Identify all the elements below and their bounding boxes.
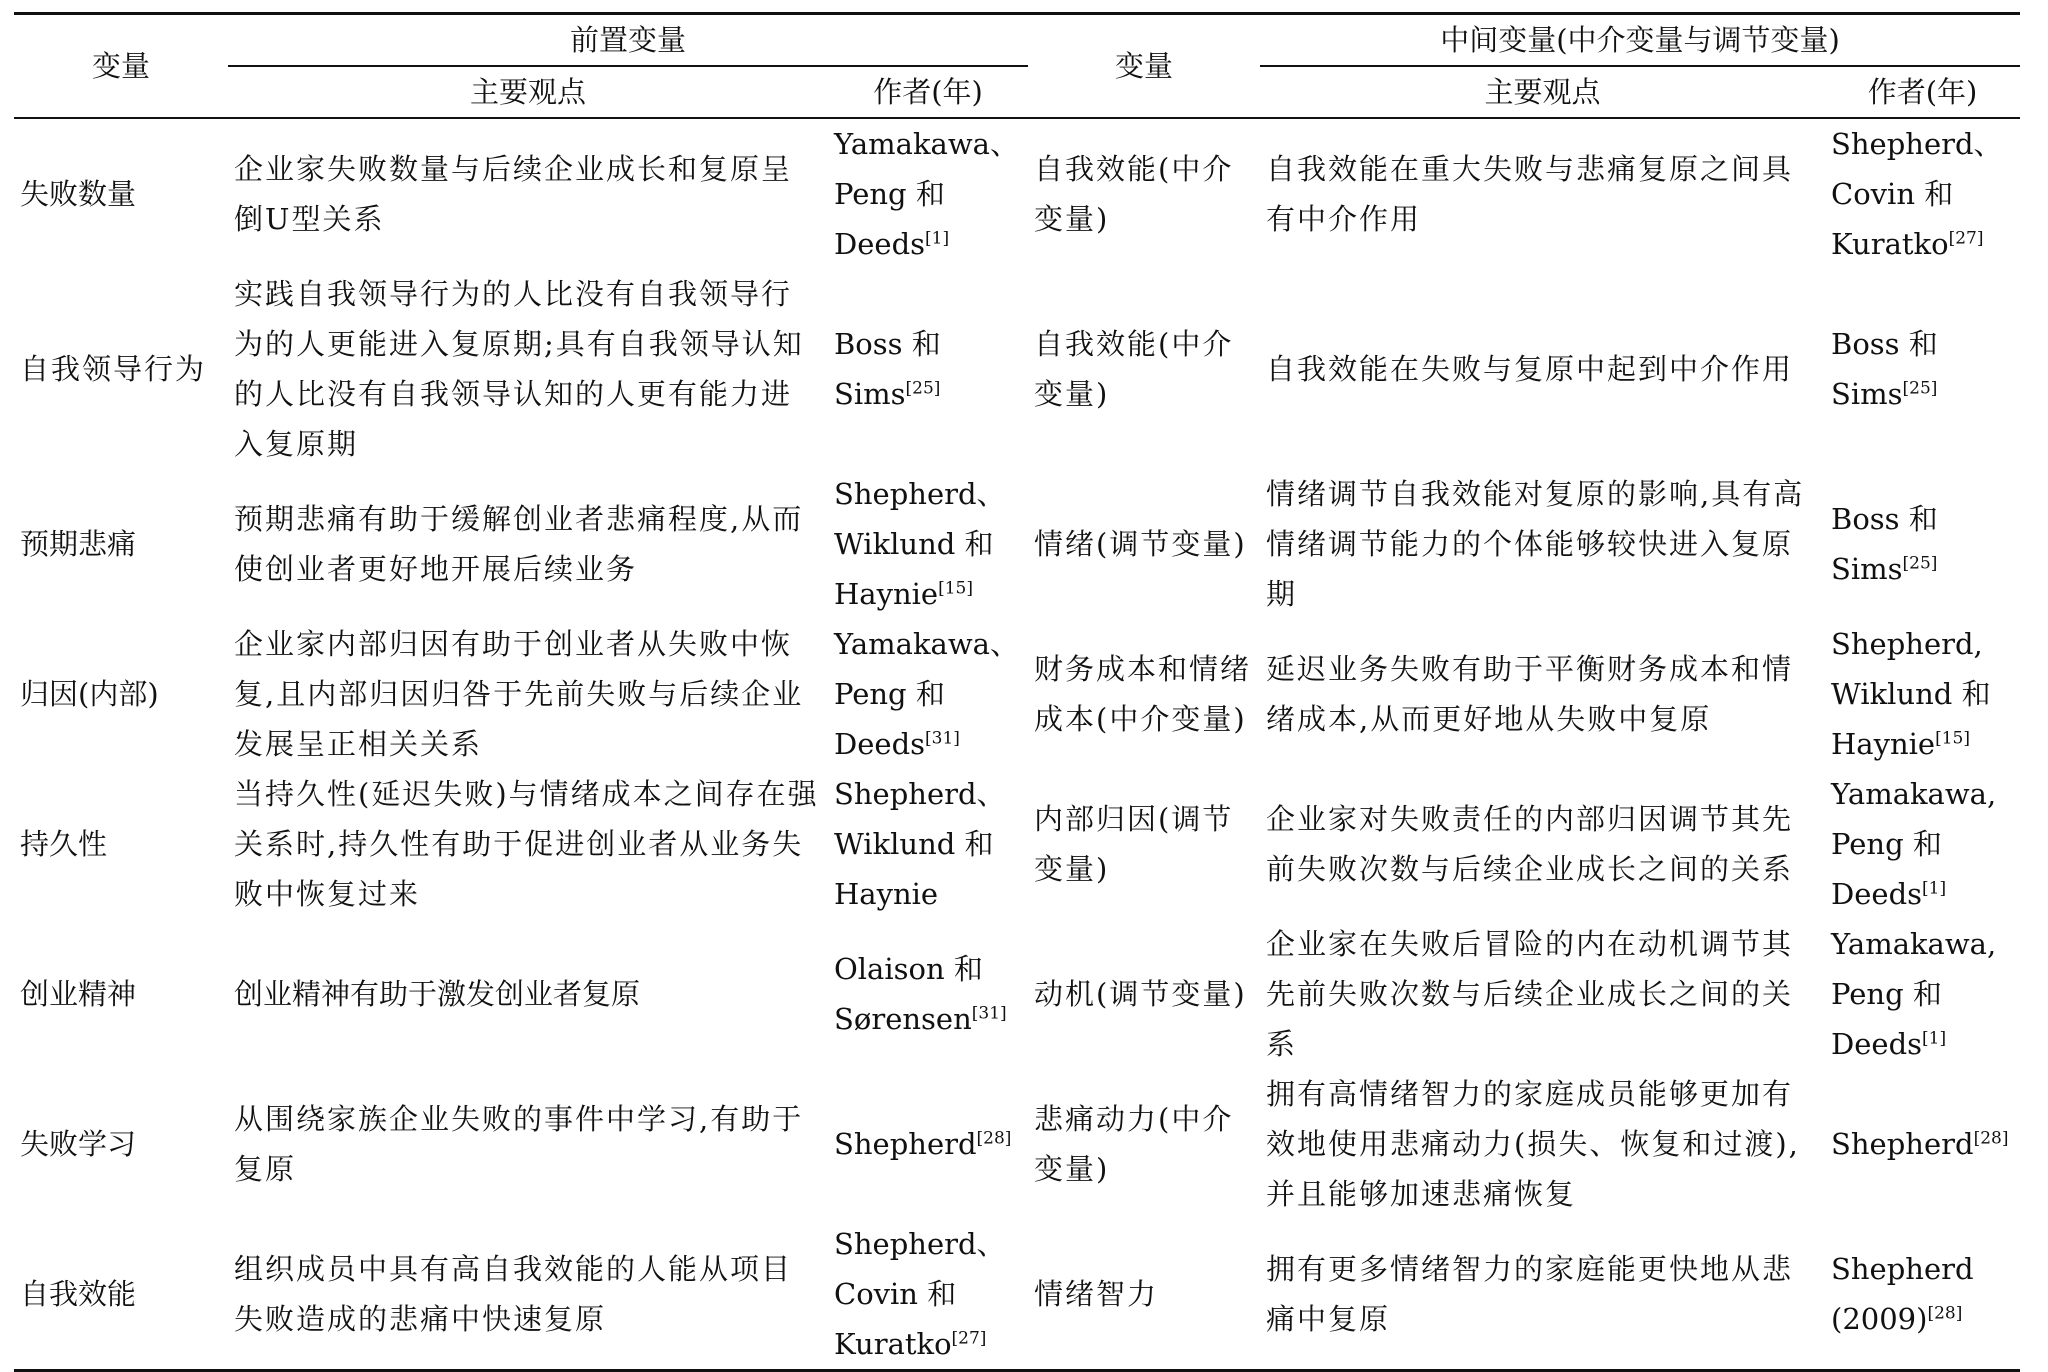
author-cell (828, 1219, 1028, 1371)
viewpoint-cell: 预期悲痛有助于缓解创业者悲痛程度,从而使创业者更好地开展后续业务 (234, 502, 804, 586)
table-row (14, 769, 2020, 919)
viewpoint-cell: 企业家在失败后冒险的内在动机调节其先前失败次数与后续企业成长之间的关系 (1266, 927, 1794, 1061)
author-cell (1825, 1219, 2020, 1371)
variable-cell: 自我效能 (14, 1219, 228, 1371)
intermediate-variable-cell: 悲痛动力(中介变量) (1034, 1102, 1234, 1186)
header-variable-left: 变量 (14, 14, 228, 119)
variable-cell: 预期悲痛 (20, 527, 137, 561)
citation-ref: [28] (976, 1128, 1012, 1149)
citation-ref: [28] (1927, 1303, 1963, 1324)
viewpoint-cell: 实践自我领导行为的人比没有自我领导行为的人更能进入复原期;具有自我领导认知的人比没有自我领导认知的人更有能力进入复原期 (234, 277, 804, 461)
intermediate-variable-cell: 情绪(调节变量) (1034, 527, 1247, 561)
author-cell (828, 469, 1028, 619)
header-author-left: 作者(年) (873, 75, 983, 109)
author-name: Yamakawa、Peng 和 Deeds (834, 127, 1019, 261)
table-row (14, 1069, 2020, 1219)
author-cell (1825, 1069, 2020, 1219)
author-name: Shepherd、Covin 和 Kuratko (834, 1227, 1006, 1361)
author-name: Boss 和 Sims (1831, 502, 1938, 586)
viewpoint-cell: 企业家对失败责任的内部归因调节其先前失败次数与后续企业成长之间的关系 (1266, 802, 1794, 886)
citation-ref: [1] (1922, 878, 1947, 899)
author-cell (1825, 619, 2020, 769)
citation-ref: [1] (925, 228, 950, 249)
literature-summary-table (14, 12, 2020, 1372)
author-cell (828, 619, 1028, 769)
author-cell (1825, 919, 2020, 1069)
viewpoint-cell: 自我效能在重大失败与悲痛复原之间具有中介作用 (1260, 118, 1825, 269)
intermediate-variable-cell: 自我效能(中介变量) (1028, 118, 1260, 269)
author-cell (828, 769, 1028, 919)
author-name: Yamakawa, Peng 和 Deeds (1831, 927, 1997, 1061)
author-name: Shepherd (1831, 1127, 1974, 1161)
author-name: Boss 和 Sims (834, 327, 941, 411)
author-name: Shepherd、Covin 和 Kuratko (1831, 127, 2003, 261)
header-variable-right: 变量 (1028, 14, 1260, 119)
variable-cell: 创业精神 (20, 977, 137, 1011)
intermediate-variable-cell: 情绪智力 (1028, 1219, 1260, 1371)
header-row-1 (14, 14, 2020, 67)
author-name: Olaison 和 Sørensen (834, 952, 983, 1036)
citation-ref: [25] (905, 378, 941, 399)
citation-ref: [15] (1935, 728, 1970, 749)
header-viewpoint-right: 主要观点 (1484, 75, 1601, 109)
intermediate-variable-cell: 内部归因(调节变量) (1034, 802, 1234, 886)
author-name: Boss 和 Sims (1831, 327, 1938, 411)
intermediate-variable-cell: 自我效能(中介变量) (1034, 327, 1234, 411)
author-cell (828, 919, 1028, 1069)
variable-cell: 持久性 (20, 827, 108, 861)
variable-cell: 归因(内部) (20, 677, 159, 711)
table-row (14, 919, 2020, 1069)
citation-ref: [28] (1973, 1128, 2009, 1149)
viewpoint-cell: 从围绕家族企业失败的事件中学习,有助于复原 (234, 1102, 804, 1186)
author-name: Shepherd、Wiklund 和 Haynie (834, 477, 1006, 611)
viewpoint-cell: 延迟业务失败有助于平衡财务成本和情绪成本,从而更好地从失败中复原 (1266, 652, 1794, 736)
table-row (14, 269, 2020, 469)
variable-cell: 失败数量 (14, 118, 228, 269)
intermediate-variable-cell: 动机(调节变量) (1034, 977, 1247, 1011)
author-name: Yamakawa, Peng 和 Deeds (1831, 777, 1997, 911)
author-cell (1825, 118, 2020, 269)
citation-ref: [25] (1902, 378, 1938, 399)
author-cell (1825, 269, 2020, 469)
author-name: Shepherd、Wiklund 和 Haynie (834, 777, 1006, 911)
viewpoint-cell: 情绪调节自我效能对复原的影响,具有高情绪调节能力的个体能够较快进入复原期 (1266, 477, 1805, 611)
viewpoint-cell: 组织成员中具有高自我效能的人能从项目失败造成的悲痛中快速复原 (228, 1219, 828, 1371)
citation-ref: [1] (1922, 1028, 1947, 1049)
header-author-right: 作者(年) (1867, 75, 1978, 109)
viewpoint-cell: 拥有高情绪智力的家庭成员能够更加有效地使用悲痛动力(损失、恢复和过渡),并且能够加速悲痛恢复 (1266, 1077, 1800, 1211)
table-row (14, 619, 2020, 769)
author-name: Shepherd (2009) (1831, 1252, 1974, 1336)
viewpoint-cell: 拥有更多情绪智力的家庭能更快地从悲痛中复原 (1260, 1219, 1825, 1371)
citation-ref: [15] (938, 578, 973, 599)
viewpoint-cell: 自我效能在失败与复原中起到中介作用 (1266, 352, 1794, 386)
citation-ref: [27] (951, 1328, 987, 1349)
table-row (14, 469, 2020, 619)
author-cell (828, 269, 1028, 469)
viewpoint-cell: 创业精神有助于激发创业者复原 (234, 977, 641, 1011)
author-cell (1825, 769, 2020, 919)
intermediate-variable-cell: 财务成本和情绪成本(中介变量) (1034, 652, 1252, 736)
table-row (14, 1219, 2020, 1371)
author-cell (1825, 469, 2020, 619)
citation-ref: [31] (971, 1003, 1007, 1024)
author-name: Shepherd, Wiklund 和 Haynie (1831, 627, 1991, 761)
viewpoint-cell: 当持久性(延迟失败)与情绪成本之间存在强关系时,持久性有助于促进创业者从业务失败中恢复过来 (234, 777, 819, 911)
author-name: Yamakawa、Peng 和 Deeds (834, 627, 1019, 761)
citation-ref: [27] (1948, 228, 1984, 249)
table-row (14, 118, 2020, 269)
header-row-2 (14, 66, 2020, 118)
viewpoint-cell: 企业家失败数量与后续企业成长和复原呈倒U型关系 (228, 118, 828, 269)
variable-cell: 自我领导行为 (20, 352, 207, 386)
citation-ref: [25] (1902, 553, 1938, 574)
header-intermediate-group: 中间变量(中介变量与调节变量) (1260, 14, 2020, 67)
header-viewpoint-left: 主要观点 (469, 75, 586, 109)
viewpoint-cell: 企业家内部归因有助于创业者从失败中恢复,且内部归因归咎于先前失败与后续企业发展呈正相关关系 (234, 627, 804, 761)
author-cell (828, 1069, 1028, 1219)
variable-cell: 失败学习 (20, 1127, 137, 1161)
author-cell (828, 118, 1028, 269)
header-antecedent-group: 前置变量 (228, 14, 1028, 67)
citation-ref: [31] (925, 728, 960, 749)
author-name: Shepherd (834, 1127, 977, 1161)
